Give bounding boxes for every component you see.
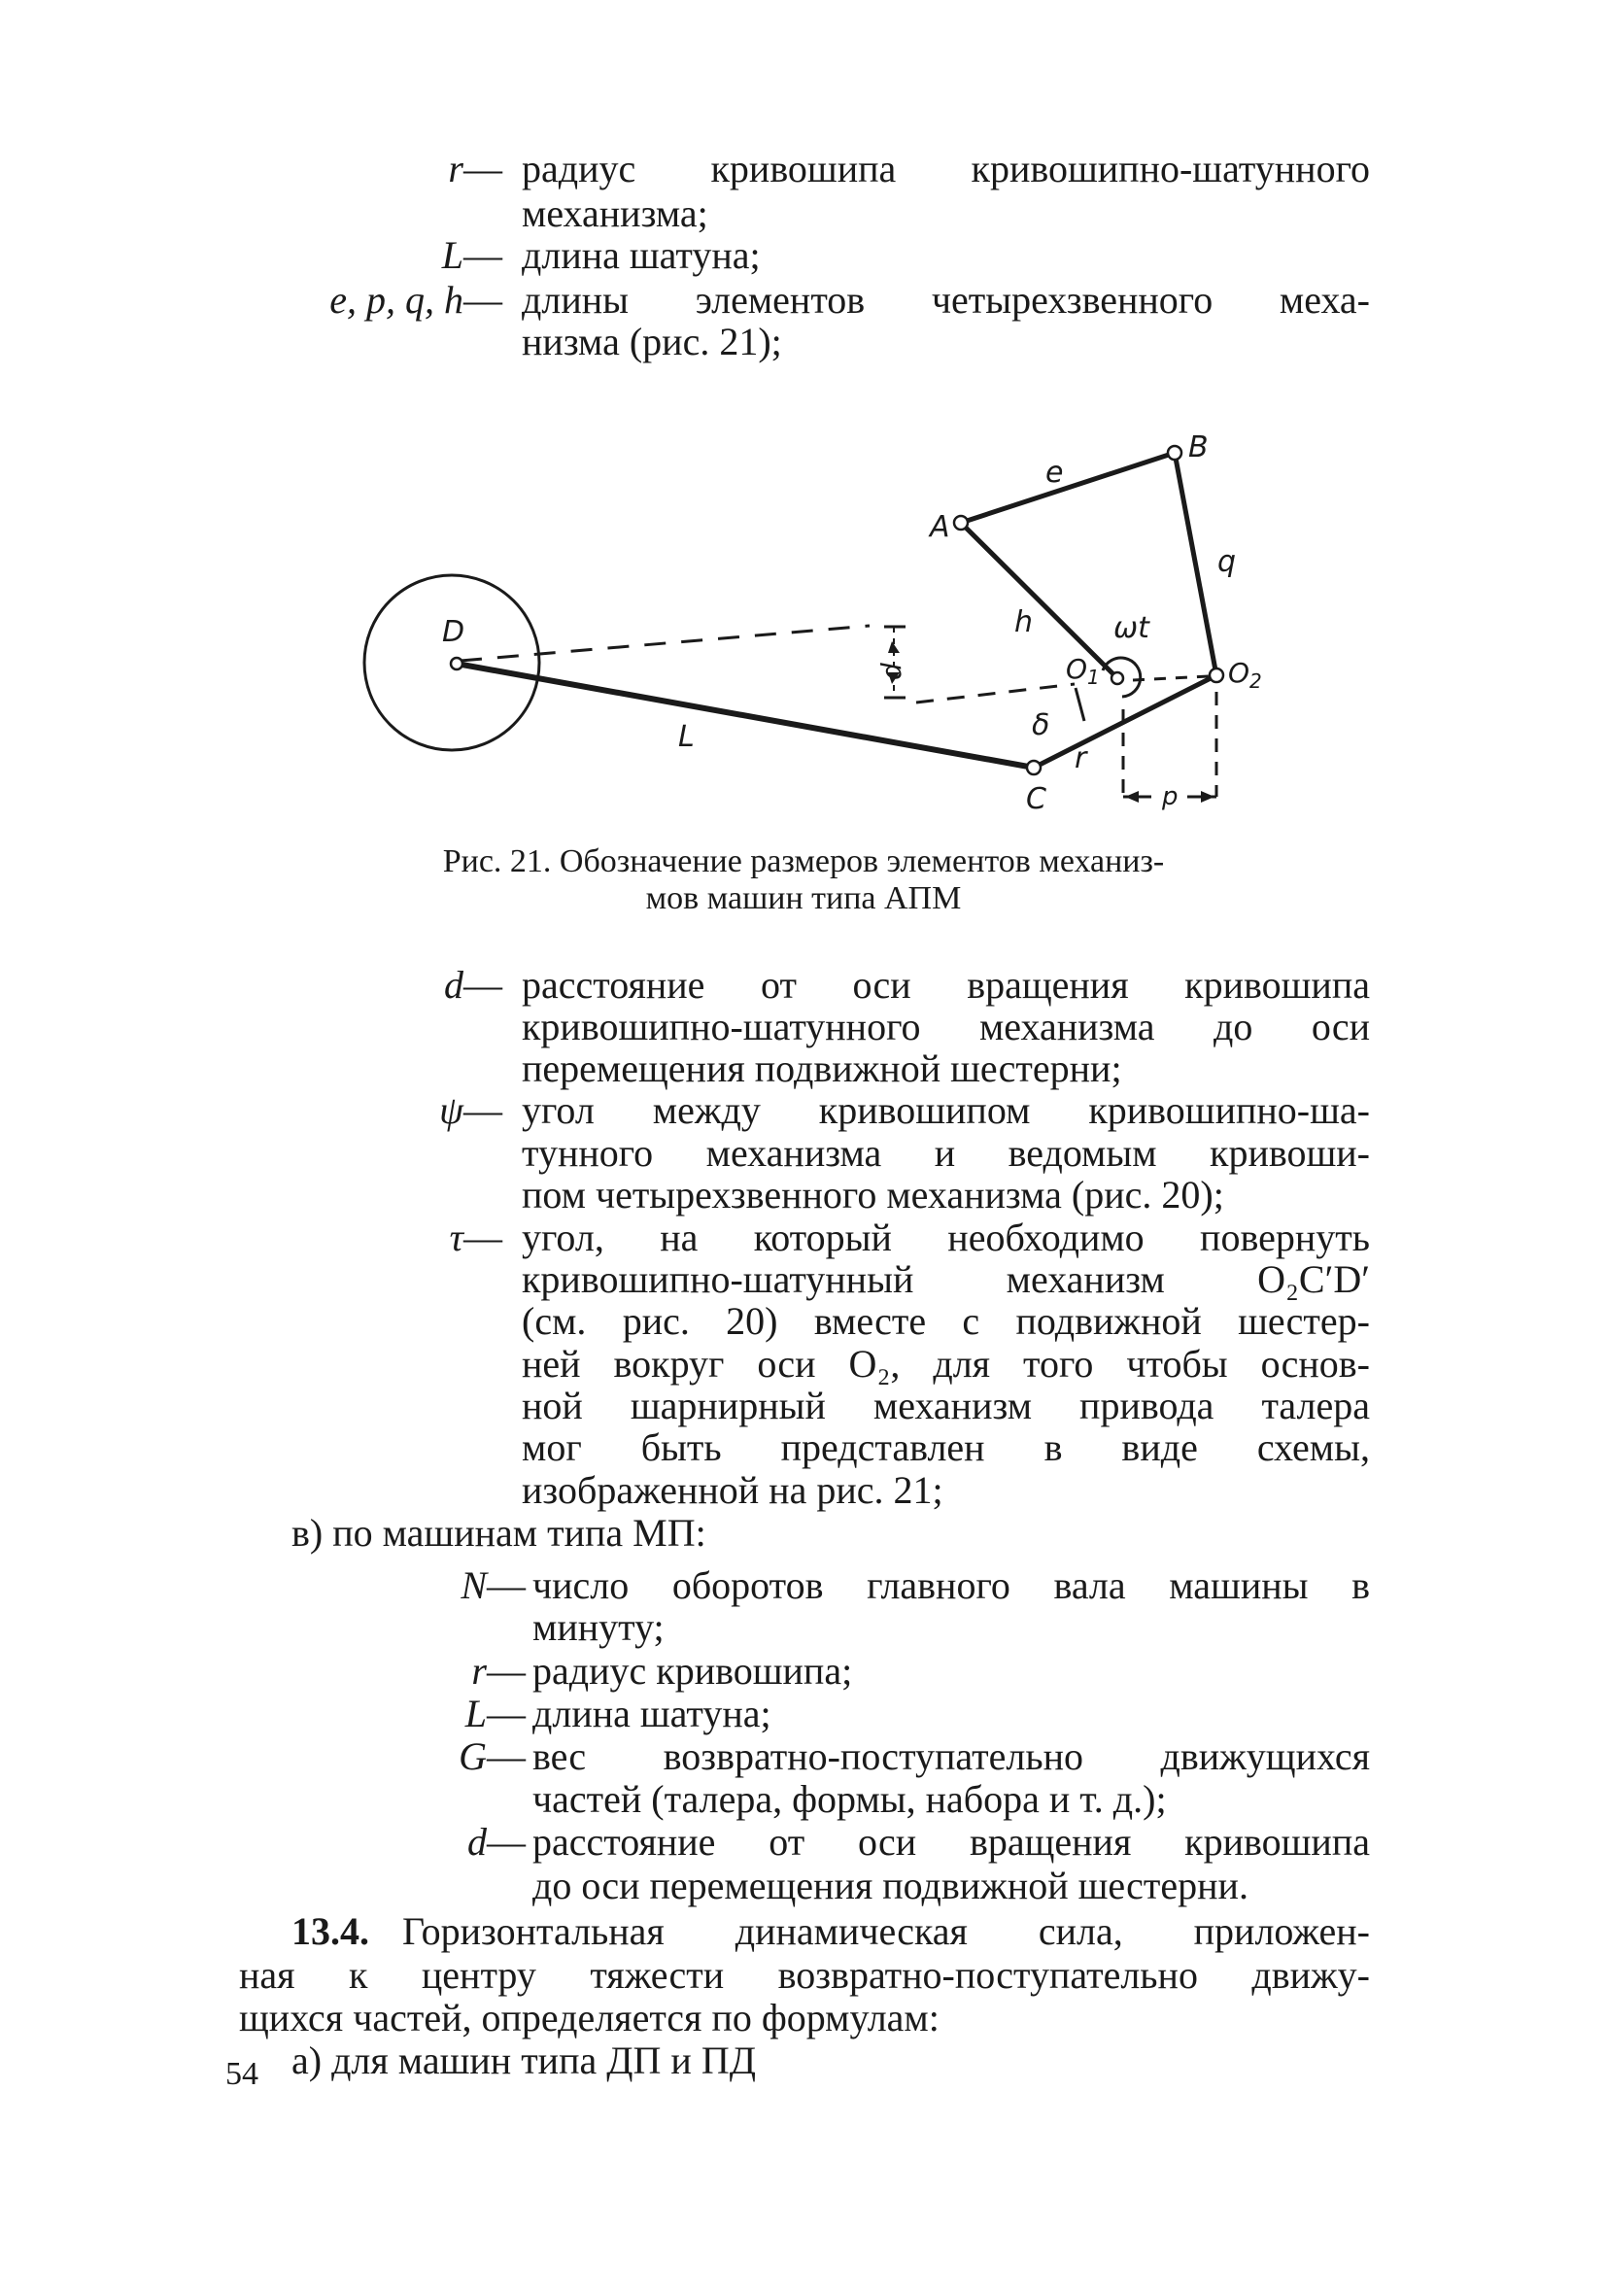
def-text: расстояние от оси вращения кривошипа (522, 963, 1370, 1007)
dashed-line-d-axis (461, 626, 870, 661)
def-text: длины элементов четырехзвенного меха- (522, 278, 1370, 322)
def-text-cont: кривошипно-шатунного механизма до оси (522, 1005, 1370, 1048)
def-text: угол между кривошипом кривошипно-ша- (522, 1088, 1370, 1132)
label-L: L (678, 720, 695, 754)
def-symbol: r— (471, 1649, 526, 1693)
def-text: длина шатуна; (522, 233, 761, 277)
paragraph-line: щихся частей, определяется по формулам: (239, 1996, 940, 2039)
def-text-cont: до оси перемещения подвижной шестерни. (532, 1864, 1248, 1907)
def-text-cont: изображенной на рис. 21; (522, 1468, 943, 1512)
link-e (961, 453, 1175, 523)
def-text-cont: частей (талера, формы, набора и т. д.); (532, 1777, 1167, 1821)
joint-D (451, 658, 462, 669)
def-text-cont: ной шарнирный механизм привода талера (522, 1384, 1370, 1427)
def-G (0, 1733, 1607, 1780)
dashed-line-o1 (916, 684, 1075, 703)
def-text-cont: минуту; (532, 1605, 665, 1649)
def-d (0, 962, 1607, 1009)
paragraph-item-a: а) для машин типа ДП и ПД (291, 2039, 756, 2082)
arrow-p-right (1201, 791, 1214, 803)
paragraph-number: 13.4. (291, 1909, 369, 1953)
label-e: e (1045, 456, 1064, 490)
def-tau (0, 1215, 1607, 1261)
def-text-cont: перемещения подвижной шестерни; (522, 1046, 1122, 1090)
def-L (0, 232, 1607, 279)
def-text-cont: пом четырехзвенного механизма (рис. 20); (522, 1173, 1224, 1217)
label-h: h (1014, 605, 1034, 639)
def-r (0, 146, 1607, 192)
def-N (0, 1562, 1607, 1609)
def-text: длина шатуна; (532, 1692, 771, 1735)
label-D: D (442, 615, 465, 649)
label-p: p (1162, 782, 1179, 811)
dashed-line-o1-o2 (1133, 676, 1209, 680)
def-text: число оборотов главного вала машины в (532, 1563, 1370, 1607)
def-symbol: d— (444, 963, 502, 1007)
def-text-cont: ней вокруг оси O₂, для того чтобы основ- (522, 1342, 1370, 1386)
link-r (1034, 675, 1216, 768)
def-epqh (0, 277, 1607, 324)
def-text: расстояние от оси вращения кривошипа (532, 1820, 1370, 1864)
label-O2: $O_2$ (1228, 657, 1262, 693)
def-symbol: τ— (449, 1216, 502, 1259)
def-text-cont: кривошипно-шатунный механизм O₂C′D′ (522, 1257, 1370, 1301)
def-text-cont: механизма; (522, 191, 708, 235)
link-L (457, 664, 1034, 768)
def-text: вес возвратно-поступательно движущихся (532, 1734, 1370, 1778)
link-q (1175, 453, 1216, 675)
section-heading-v: в) по машинам типа МП: (291, 1511, 706, 1555)
label-B: B (1188, 430, 1209, 464)
def-symbol: d— (467, 1820, 526, 1864)
def-d-mp (0, 1819, 1607, 1866)
page-number: 54 (225, 2056, 258, 2092)
def-text-cont: тунного механизма и ведомым кривоши- (522, 1131, 1370, 1175)
delta-marker (1076, 688, 1084, 721)
joint-B (1168, 446, 1181, 460)
link-h (961, 523, 1117, 678)
def-text: радиус кривошипа кривошипно-шатунного (522, 147, 1370, 190)
joint-O1 (1111, 672, 1123, 684)
label-O1: $O_1$ (1066, 653, 1100, 689)
def-text-cont: низма (рис. 21); (522, 320, 782, 363)
def-text-cont: (см. рис. 20) вместе с подвижной шестер- (522, 1299, 1370, 1343)
label-A: A (930, 510, 950, 544)
label-r: r (1075, 741, 1087, 775)
def-r-mp (0, 1648, 1607, 1695)
paragraph-line: ная к центру тяжести возвратно-поступательно движу- (239, 1953, 1370, 1997)
def-symbol: ψ— (439, 1088, 502, 1132)
paragraph-line: Горизонтальная динамическая сила, приложен- (402, 1909, 1370, 1953)
def-symbol: G— (459, 1734, 526, 1778)
def-L-mp (0, 1691, 1607, 1737)
joint-A (954, 516, 968, 530)
def-symbol: L— (464, 1692, 526, 1735)
label-q: q (1217, 545, 1237, 579)
def-symbol: N— (461, 1563, 526, 1607)
label-d: d (875, 663, 907, 680)
def-text-cont: мог быть представлен в виде схемы, (522, 1425, 1370, 1469)
figure-caption-line1: Рис. 21. Обозначение размеров элементов механиз- (442, 843, 1165, 879)
arrow-p-left (1125, 791, 1139, 803)
label-delta: δ (1032, 708, 1050, 742)
def-symbol: r— (448, 147, 502, 190)
def-psi (0, 1087, 1607, 1134)
label-omega-t: ωt (1113, 611, 1149, 645)
def-text: угол, на который необходимо повернуть (522, 1216, 1370, 1259)
label-C: C (1026, 782, 1046, 816)
def-symbol: e, p, q, h— (329, 278, 502, 322)
joint-C (1027, 761, 1041, 774)
joint-O2 (1210, 668, 1223, 682)
def-text: радиус кривошипа; (532, 1649, 853, 1693)
figure-caption-line2: мов машин типа АПМ (645, 880, 962, 916)
def-symbol: L— (441, 233, 502, 277)
